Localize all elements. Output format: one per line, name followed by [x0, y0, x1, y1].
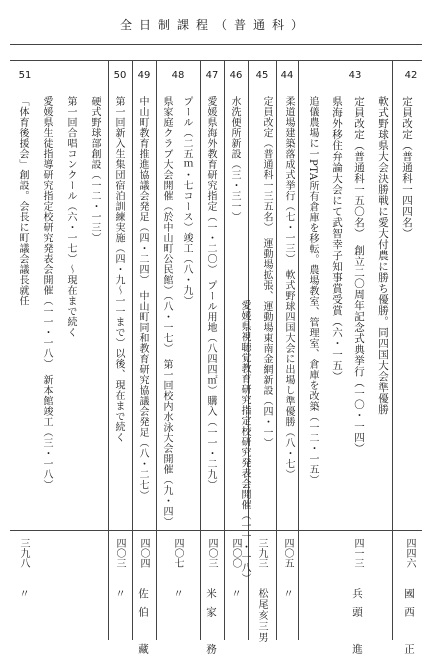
page-title: 全日制課程（普通科） — [119, 18, 310, 32]
entry-43-1: 定員改定（普通科一五〇名） 創立二〇周年記念式典挙行（一〇・一四） — [353, 96, 365, 454]
page-51: 三九八 — [18, 538, 29, 568]
year-49: 49 — [137, 70, 151, 81]
page-43: 四一三 — [352, 538, 363, 568]
column-divider — [132, 60, 133, 640]
entry-51-3: 「体育後援会」創設。会長に町議会議長就任 — [17, 96, 28, 306]
year-51: 51 — [18, 70, 32, 81]
year-46: 46 — [229, 70, 243, 81]
column-divider — [108, 60, 109, 640]
entry-51-1: 第一回合唱コンクール（六・一七）〜現在まで続く — [65, 96, 76, 338]
name-44: 〃 — [282, 588, 294, 607]
entry-50-1: 第一回新入生集団宿泊訓練実施（四・九〜一一まで）以後、現在まで続く — [113, 96, 124, 443]
entry-42-1: 定員改定（普通科一四四名） — [401, 96, 413, 239]
year-44: 44 — [280, 70, 294, 81]
page-49: 四〇四 — [138, 538, 149, 568]
entry-51-2: 愛媛県生徒指導研究指定校研究発表会開催（一一・一八） 新本館竣工（三・一八） — [41, 96, 52, 490]
year-45: 45 — [255, 70, 269, 81]
name-48: 〃 — [172, 588, 184, 607]
column-divider — [224, 60, 225, 640]
name-43: 兵頭 進 — [351, 588, 363, 662]
entry-42-2: 軟式野球県大会決勝戦に愛大付農に勝ち優勝。同四国大会準優勝 — [377, 96, 389, 415]
column-divider — [276, 60, 277, 640]
entry-45-1: 定員改定（普通科一三五名） 運動場拡張、運動場東南金網新設（四・一） — [261, 96, 272, 448]
table-top-rule — [10, 60, 422, 61]
entry-43-2: 県海外移住弁論大会にて武智幸子知事賞受賞（六・一五） — [331, 96, 343, 382]
page-44: 四〇五 — [282, 538, 293, 568]
table-footer-rule — [10, 530, 422, 531]
entry-47-1: 愛媛県海外教育研究指定（一・二〇） プール用地（八四四㎡）購入（一一・二九） — [205, 96, 216, 490]
page-47: 四〇三 — [206, 538, 217, 568]
year-42: 42 — [404, 70, 418, 81]
page-46: 四〇〇 — [230, 538, 241, 568]
name-50: 〃 — [114, 588, 126, 607]
name-42: 國西 正 — [403, 588, 415, 662]
page-42: 四四六 — [404, 538, 415, 568]
column-divider — [200, 60, 201, 640]
year-48: 48 — [171, 70, 185, 81]
entry-46-1: 水洗便所新設（三・三一） — [229, 96, 240, 222]
name-45: 松尾亥三男 — [256, 588, 267, 643]
entry-48-1: プール（二五ｍ・七コース）竣工（八・九） — [181, 96, 192, 306]
page-48: 四〇七 — [172, 538, 183, 568]
column-divider — [392, 60, 393, 640]
entry-49-1: 中山町教育推進協議会発足（四・二四） 中山町同和教育研究協議会発足（八・二七） — [137, 96, 148, 501]
column-divider — [156, 60, 157, 640]
page-45: 三九三 — [256, 538, 267, 568]
entry-43-3: 追儀農場に一PTA所有倉庫を移転。農場教室、管理室、倉庫を改築（一二・一五） — [307, 96, 318, 486]
name-46: 〃 — [230, 588, 242, 607]
name-49: 佐伯 藏 — [137, 588, 149, 662]
year-47: 47 — [205, 70, 219, 81]
year-43: 43 — [348, 70, 362, 81]
entry-45-2: 愛媛県視聴覚教育研究指定校研究発表会開催（一一・一八） — [239, 300, 250, 584]
page-50: 四〇三 — [114, 538, 125, 568]
entry-44-1: 柔道場建築落成式挙行（七・一三） 軟式野球四国大会に出場し準優勝（八・七） — [283, 96, 294, 480]
entry-48-2: 県家庭クラブ大会開催（於中山町公民館）（八・一七） 第一回校内水泳大会開催（九・四） — [161, 96, 172, 527]
entry-50-2: 硬式野球部創設（一二・一三） — [89, 96, 100, 243]
name-47: 米家 務 — [205, 588, 217, 662]
header-rule — [10, 44, 422, 45]
column-divider — [298, 60, 299, 640]
name-51: 〃 — [18, 588, 30, 607]
year-50: 50 — [113, 70, 127, 81]
